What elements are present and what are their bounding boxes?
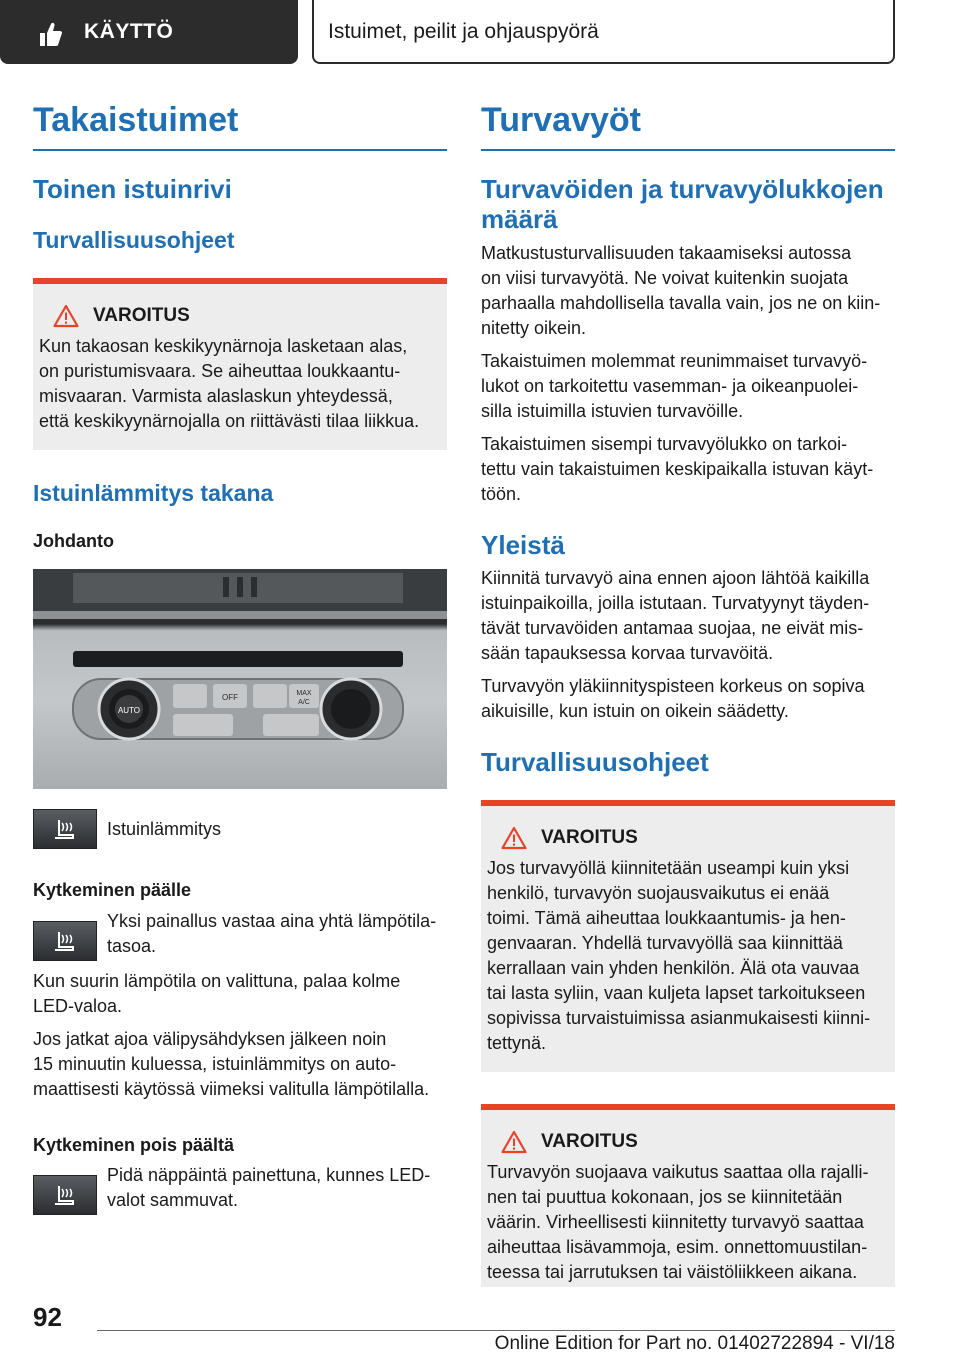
seat-heating-heading: Istuinlämmitys takana: [33, 480, 274, 507]
seat-belts-heading: Turvavyöt: [481, 100, 895, 151]
climate-panel-illustration: [33, 569, 447, 789]
page-number: 92: [33, 1302, 62, 1332]
body-text: nitetty oikein.: [481, 317, 587, 338]
warning-line: toimi. Tämä aiheuttaa loukkaantumis- ja hen-: [487, 908, 846, 929]
belt-count-heading: [481, 175, 895, 235]
body-text: 15 minuutin kuluessa, istuinlämmitys on auto-: [33, 1053, 397, 1074]
footer-divider: [97, 1330, 895, 1331]
warning-line: Jos turvavyöllä kiinnitetään useampi kuin yksi: [487, 858, 850, 879]
body-text: aikuisille, kun istuin on oikein säädetty.: [481, 701, 789, 722]
warning-box: [481, 800, 895, 1072]
body-text: sään tapauksessa korvaa turvavöitä.: [481, 643, 774, 664]
warning-box: [481, 1104, 895, 1287]
switch-on-row: [33, 909, 447, 961]
edition-info: Online Edition for Part no. 01402722894 - VI/18: [494, 1333, 895, 1354]
warning-line: Turvavyön suojaava vaikutus saattaa olla rajalli-: [487, 1162, 869, 1183]
warning-line: aiheuttaa lisävammoja, esim. onnettomuustilan-: [487, 1237, 868, 1258]
section-tab[interactable]: [0, 0, 298, 64]
warning-line: tettynä.: [487, 1033, 547, 1054]
chapter-tab[interactable]: [312, 0, 895, 64]
ac-label: A/C: [298, 699, 310, 707]
warning-triangle-icon: [501, 826, 527, 850]
seat-heating-icon: [33, 1175, 97, 1215]
warning-line: misvaaran. Varmista alaslaskun yhteydessä,: [39, 386, 393, 407]
switch-off-text: valot sammuvat.: [107, 1190, 239, 1211]
warning-line: että keskikyynärnojalla on riittävästi tilaa liikkua.: [39, 411, 420, 432]
warning-line: henkilö, turvavyön suojausvaikutus ei enää: [487, 883, 830, 904]
section-tab-label: KÄYTTÖ: [84, 20, 174, 43]
off-label: OFF: [222, 693, 238, 703]
warning-line: on puristumisvaara. Se aiheuttaa loukkaantu-: [39, 361, 401, 382]
intro-heading: Johdanto: [33, 530, 114, 551]
body-text: Kun suurin lämpötila on valittuna, palaa kolme: [33, 970, 401, 991]
body-text: silla istuimilla istuvien turvavöille.: [481, 400, 744, 421]
warning-line: genvaaran. Yhdellä turvavyöllä saa kiinnittää: [487, 933, 843, 954]
belt-count-heading-line: määrä: [481, 203, 558, 234]
warning-box: [33, 278, 447, 450]
auto-label: AUTO: [117, 706, 141, 716]
warning-title: VAROITUS: [541, 827, 638, 849]
icon-caption-row: [33, 809, 447, 849]
body-text: töön.: [481, 483, 522, 504]
warning-title: VAROITUS: [541, 1131, 638, 1153]
warning-line: Kun takaosan keskikyynärnoja lasketaan alas,: [39, 336, 408, 357]
switch-off-row: [33, 1163, 447, 1215]
body-text: parhaalla mahdollisella tavalla vain, jos ne on kiin-: [481, 292, 881, 313]
seat-heating-icon: [33, 921, 97, 961]
body-text: Matkustusturvallisuuden takaamiseksi autossa: [481, 242, 852, 263]
body-text: Jos jatkat ajoa välipysähdyksen jälkeen noin: [33, 1028, 387, 1049]
body-text: maattisesti käytössä viimeksi valitulla lämpötilalla.: [33, 1078, 430, 1099]
body-text: lukot on tarkoitettu vasemman- ja oikeanpuolei-: [481, 375, 859, 396]
chapter-tab-label: Istuimet, peilit ja ohjauspyörä: [328, 20, 599, 43]
warning-triangle-icon: [501, 1130, 527, 1154]
body-text: on viisi turvavyötä. Ne voivat kuitenkin suojata: [481, 267, 849, 288]
climate-panel-photo: [33, 569, 447, 789]
pointing-hand-icon: [36, 20, 64, 48]
rear-seats-heading: Takaistuimet: [33, 100, 447, 151]
general-heading: Yleistä: [481, 529, 565, 560]
belt-count-heading-line: Turvavöiden ja turvavyölukkojen: [481, 173, 884, 204]
warning-line: teessa tai jarrutuksen tai väistöliikkeen aikana.: [487, 1262, 858, 1283]
warning-title: VAROITUS: [93, 305, 190, 327]
seat-heating-caption: Istuinlämmitys: [107, 819, 222, 840]
warning-line: sopivissa turvaistuimissa asianmukaisesti kiinni-: [487, 1008, 871, 1029]
switch-on-heading: Kytkeminen päälle: [33, 880, 192, 901]
body-text: Takaistuimen sisempi turvavyölukko on tarkoi-: [481, 433, 848, 454]
body-text: Takaistuimen molemmat reunimmaiset turvavyö-: [481, 350, 868, 371]
max-label: MAX: [296, 690, 312, 698]
body-text: Turvavyön yläkiinnityspisteen korkeus on sopiva: [481, 676, 865, 697]
body-text: Kiinnitä turvavyö aina ennen ajoon lähtöä kaikilla: [481, 568, 870, 589]
warning-line: väärin. Virheellisesti kiinnitetty turvavyö saattaa: [487, 1212, 864, 1233]
switch-on-text: tasoa.: [107, 935, 157, 956]
warning-triangle-icon: [53, 304, 79, 328]
right-column: [481, 100, 895, 1287]
warning-line: kerrallaan vain yhden henkilön. Älä ota vauvaa: [487, 958, 860, 979]
seat-heating-icon: [33, 809, 97, 849]
safety-heading: Turvallisuusohjeet: [33, 226, 235, 253]
body-text: LED-valoa.: [33, 995, 123, 1016]
switch-off-text: Pidä näppäintä painettuna, kunnes LED-: [107, 1165, 431, 1186]
body-text: tettu vain takaistuimen keskipaikalla istuvan käyt-: [481, 458, 874, 479]
warning-line: tai lasta syliin, vaan kuljeta lapset tarkoitukseen: [487, 983, 866, 1004]
body-text: istuinpaikoilla, joilla istutaan. Turvatyynyt täyden-: [481, 593, 870, 614]
body-text: tävät turvavöiden antamaa suojaa, ne eivät mis-: [481, 618, 864, 639]
belt-safety-heading: Turvallisuusohjeet: [481, 747, 709, 778]
left-column: [33, 100, 447, 1215]
warning-line: nen tai puuttua kokonaan, jos se kiinnitetään: [487, 1187, 843, 1208]
switch-off-heading: Kytkeminen pois päältä: [33, 1134, 235, 1155]
switch-on-text: Yksi painallus vastaa aina yhtä lämpötila-: [107, 910, 437, 931]
second-row-heading: Toinen istuinrivi: [33, 173, 232, 204]
